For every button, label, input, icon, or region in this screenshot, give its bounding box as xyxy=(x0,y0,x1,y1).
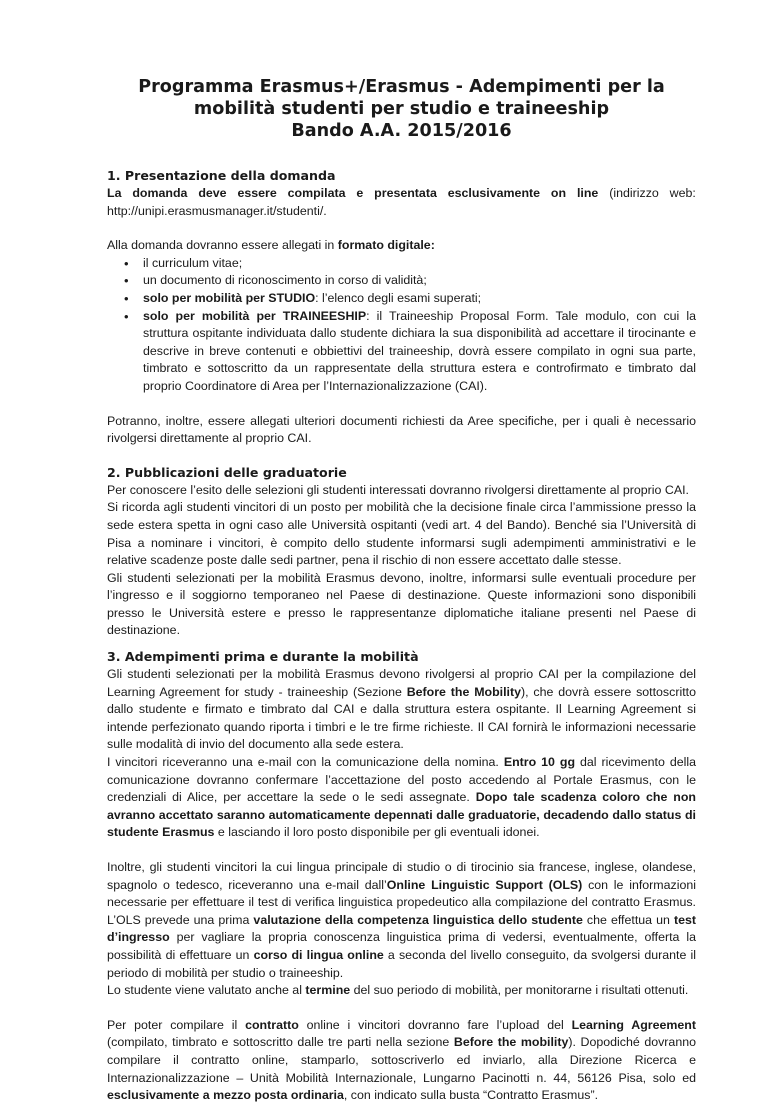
text-run-bold: Learning Agreement xyxy=(571,1017,696,1032)
text-run-bold: Before the Mobility xyxy=(406,684,522,699)
text-run-bold: termine xyxy=(305,983,351,998)
intro-word: presentata xyxy=(374,186,437,200)
text-run: , con indicato sulla busta “Contratto Erasmus”. xyxy=(343,1088,599,1103)
attachments-intro xyxy=(107,237,696,255)
text-run: dal ricevimento della comunicazione dovranno confermare l’accettazione del posto accedendo al Portale Erasmus, con le credenziali di Alice, per accettare la sede o le sedi assegnate. xyxy=(107,755,696,805)
text-run-bold: test d’ingresso xyxy=(107,912,697,945)
intro-word: domanda xyxy=(132,186,188,200)
section-2-paragraph: Gli studenti selezionati per la mobilità Erasmus devono, inoltre, informarsi sulle eventuali procedure per l’ingresso e il soggiorno temporaneo nel Paese di destinazione. Queste informazioni sono disponibili presso le Università estere e presso le rappresentanze diplomatiche italiane presenti nel Paese di destinazione. xyxy=(107,570,696,638)
text-run: Gli studenti selezionati per la mobilità Erasmus devono rivolgersi al proprio CAI per la compilazione del Learning Agreement for study - traineeship (Sezione xyxy=(107,667,696,699)
erasmus-manager-url: http://unipi.erasmusmanager.it/studenti/. xyxy=(107,203,327,218)
list-item-bold: solo per mobilità per STUDIO xyxy=(143,290,316,305)
text-run: ), che dovrà essere sottoscritto dallo studente e firmato e timbrato dal CAI e dalla struttura estera ospitante. Il Learning Agreement si intende perfezionato quando riporta i timbri e le tre firme richieste. Il CAI fornirà le informazioni necessarie sulle modalità di invio del documento alla sede estera. xyxy=(107,684,696,752)
text-run-bold: Online Linguistic Support (OLS) xyxy=(386,877,583,892)
text-run: I vincitori riceveranno una e-mail con la comunicazione della nomina. xyxy=(107,755,504,770)
intro-word: (indirizzo xyxy=(609,186,659,200)
intro-word: line xyxy=(576,186,599,200)
intro-word: La xyxy=(107,186,122,200)
section-1-intro-line xyxy=(107,185,696,203)
title-line-2: mobilità studenti per studio e traineeship xyxy=(193,99,610,119)
text-run-bold: valutazione della competenza linguistica dello studente xyxy=(253,912,583,927)
section-2-paragraph: Si ricorda agli studenti vincitori di un posto per mobilità che la decisione finale circa l’ammissione presso la sede estera spetta in ogni caso alle Università ospitanti (vedi art. 4 del Bando). Benché sia l’Università di Pisa a nominare i vincitori, è compito dello studente informarsi sugli adempimenti amministrativi e le relative scadenze poste dalle sedi partner, pena il rischio di non essere accettato dalle stesse. xyxy=(107,500,696,568)
section-3-paragraph xyxy=(107,1017,696,1105)
list-item-text: : l’elenco degli esami superati; xyxy=(315,290,482,305)
section-2-paragraph: Per conoscere l’esito delle selezioni gli studenti interessati dovranno rivolgersi direttamente al proprio CAI. xyxy=(107,482,689,497)
list-item: • un documento di riconoscimento in corso di validità; xyxy=(143,272,696,290)
text-run-bold: Entro 10 gg xyxy=(503,755,576,770)
title-line-1: Programma Erasmus+/Erasmus - Adempimenti per la xyxy=(138,77,665,97)
attachments-format: formato digitale: xyxy=(337,238,435,253)
text-run-bold: corso di lingua online xyxy=(253,947,384,962)
text-run: Inoltre, gli studenti vincitori la cui lingua principale di studio o di tirocinio sia francese, inglese, olandese, spagnolo o tedesco, riceveranno una e-mail dall’ xyxy=(107,860,696,892)
intro-word: web: xyxy=(669,186,696,200)
text-run: per vagliare la propria conoscenza linguistica prima di vedersi, eventualmente, offerta la possibilità di effettuare un xyxy=(107,930,696,962)
section-1-heading: 1. Presentazione della domanda xyxy=(107,168,336,183)
text-run: Per poter compilare il xyxy=(107,1017,246,1032)
text-run: a seconda del livello conseguito, da svolgersi durante il periodo di mobilità per studio o traineeship. xyxy=(107,947,697,980)
text-run: con le informazioni necessarie per effettuare il test di verifica linguistica propedeutico alla compilazione del contratto Erasmus. L’OLS prevede una prima xyxy=(107,877,697,927)
intro-word: on xyxy=(550,186,567,200)
text-run-bold: Dopo tale scadenza coloro che non avranno accettato saranno automaticamente depennati dalle graduatorie, decadendo dallo status di studente Erasmus xyxy=(107,790,696,840)
section-2-heading: 2. Pubblicazioni delle graduatorie xyxy=(107,464,347,480)
section-3-paragraph xyxy=(107,859,696,982)
document-title xyxy=(107,76,696,142)
text-run: del suo periodo di mobilità, per monitorarne i risultati ottenuti. xyxy=(350,983,689,998)
text-run: e lasciando il loro posto disponibile per gli eventuali idonei. xyxy=(214,825,540,840)
list-item xyxy=(143,308,696,396)
intro-word: e xyxy=(356,186,364,200)
text-run: ). Dopodiché dovranno compilare il contratto online, stamparlo, sottoscriverlo ed inviarlo, alla Direzione Ricerca e Internazionalizzazione – Unità Mobilità Internazionale, Lungarno Pacinotti n. 44, 56126 Pisa, solo ed xyxy=(107,1035,696,1085)
intro-word: compilata xyxy=(287,186,346,200)
list-item: • il curriculum vitae; xyxy=(143,255,696,273)
intro-word: esclusivamente xyxy=(447,186,541,200)
section-3-paragraph xyxy=(107,754,696,842)
list-item xyxy=(143,290,696,308)
section-3-paragraph xyxy=(107,982,696,1000)
section-3-heading: 3. Adempimenti prima e durante la mobilità xyxy=(107,649,419,665)
list-item-bold: solo per mobilità per TRAINEESHIP xyxy=(143,308,367,323)
attachments-intro-text: Alla domanda dovranno essere allegati in xyxy=(107,238,338,253)
text-run-bold: Before the mobility xyxy=(453,1035,569,1050)
section-3-paragraph xyxy=(107,666,696,754)
list-item-text: : il Traineeship Proposal Form. Tale modulo, con cui la struttura ospitante individuata dallo studente dichiara la sua disponibilità ad accettare il tirocinante e descrive in breve contenuti e obbiettivi del traineeship, dovrà essere compilato in ogni sua parte, timbrato e sottoscritto da un rappresentate della struttura estera e controfirmato e timbrato dal proprio Coordinatore di Area per l’Internazionalizzazione (CAI). xyxy=(143,308,697,393)
text-run-bold: contratto xyxy=(245,1017,299,1032)
text-run-bold: esclusivamente a mezzo posta ordinaria xyxy=(107,1088,344,1103)
text-run: (compilato, timbrato e sottoscritto dalle tre parti nella sezione xyxy=(107,1035,454,1050)
section-1-closing: Potranno, inoltre, essere allegati ulteriori documenti richiesti da Aree specifiche, per i quali è necessario rivolgersi direttamente al proprio CAI. xyxy=(107,413,696,446)
text-run: che effettua un xyxy=(582,912,674,927)
attachments-list xyxy=(107,255,696,396)
text-run: online i vincitori dovranno fare l’upload del xyxy=(298,1017,572,1032)
title-line-3: Bando A.A. 2015/2016 xyxy=(291,121,512,141)
text-run: Lo studente viene valutato anche al xyxy=(107,983,306,998)
intro-word: essere xyxy=(237,186,277,200)
intro-word: deve xyxy=(198,186,227,200)
